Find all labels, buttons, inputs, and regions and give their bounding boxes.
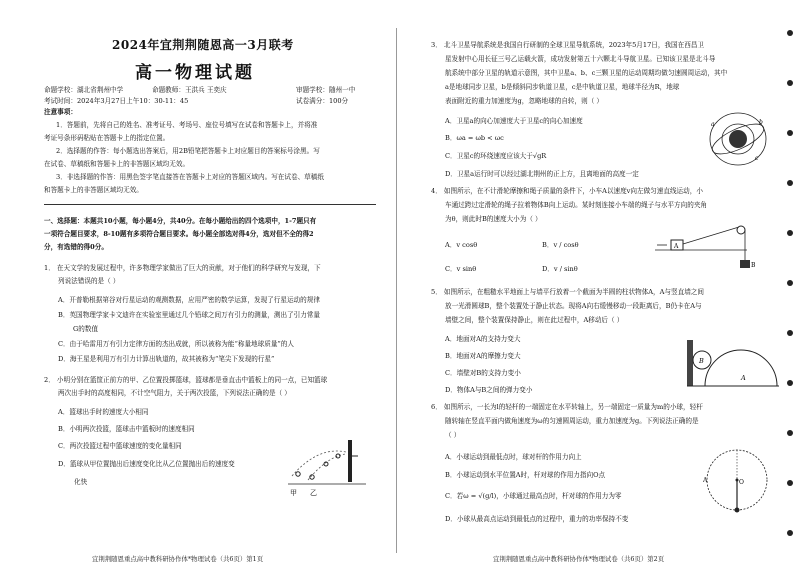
page-footer: 宜荆荆随恩重点高中教科研协作体*物理试卷（共6页）第1页 [92, 555, 264, 563]
q6-option-c: C．若ω = √(g/l)，小球通过最高点时，杆对球的作用力为零 [445, 492, 622, 500]
note-line: 考证号条形码粘贴在答题卡上的指定位置。 [44, 134, 170, 142]
rotating-rod-figure [703, 440, 771, 520]
note-line: 在试卷、草稿纸和答题卡上的非答题区域均无效。 [44, 160, 190, 168]
q4-option-d: D．v / sinθ [542, 265, 578, 273]
q5-stem: 5． 如图所示，在粗糙水平地面上与墙平行放着一个截面为半圆的柱状物体A，A与竖直墙之间 [431, 288, 704, 296]
page-footer: 宜荆荆随恩重点高中教科研协作体*物理试卷（共6页）第2页 [493, 555, 665, 563]
exam-time: 考试时间：2024年3月27日上午10：30-11：45 [44, 97, 189, 105]
svg-text:c: c [755, 155, 759, 162]
figure-label: B [699, 357, 704, 365]
figure-label: A [741, 374, 746, 382]
q2-option-c: C．两次投篮过程中篮球速度的变化量相同 [58, 442, 182, 450]
svg-text:b: b [759, 119, 763, 126]
q1-option-b-cont: G的数值 [73, 325, 99, 333]
note-line: 1．答题前，先将自己的姓名、准考证号、考场号、座位号填写在试卷和答题卡上，并将准 [56, 121, 318, 129]
note-line: 2．选择题的作答：每小题选出答案后，用2B铅笔把答题卡上对应题目的答案标号涂黑。写 [56, 147, 320, 155]
q1-option-c: C．由于哈雷用万有引力定律方面的杰出成就，所以被称为能“称量地球质量”的人 [58, 340, 294, 348]
figure-label: B [751, 262, 756, 269]
basketball-figure [288, 436, 368, 498]
q3-stem: 3． 北斗卫星导航系统是我国自行研制的全球卫星导航系统，2023年5月17日，我国在西昌卫 [431, 41, 705, 49]
satellite-orbit-figure [707, 110, 769, 168]
figure-label: A [674, 243, 679, 250]
exam-name: 2024年宜荆荆随恩高一3月联考 [112, 38, 294, 52]
q1-option-a: A．开普勒根据第谷对行星运动的观测数据，应用严密的数学运算，发现了行星运动的规律 [58, 296, 320, 304]
q2-stem: 2． 小明分别在篮筐正前方的甲、乙位置投掷篮球，篮球都是垂直击中篮板上的同一点，已知篮球 [44, 376, 328, 384]
q3-stem: 航系统中部分卫星的轨道示意图，其中卫星a、b、c三颗卫星的运动周期均做匀速圆周运动，其中 [445, 69, 728, 77]
figure-label: 乙 [310, 489, 317, 497]
q5-option-a: A．地面对A的支持力变大 [445, 335, 521, 343]
proposing-school: 命题学校：湖北省荆州中学 [44, 86, 124, 94]
total-score: 试卷满分：100分 [296, 97, 349, 105]
q6-stem: 随转轴在竖直平面内做角速度为ω的匀速圆周运动，重力加速度为g。下列说法正确的是 [445, 417, 699, 425]
q4-stem: 4． 如图所示，在不计滑轮摩擦和绳子质量的条件下，小车A以速度v向左做匀速直线运动，小 [431, 187, 703, 195]
proposers: 命题教师：王洪兵 王奕庆 [152, 86, 227, 94]
q5-option-d: D．物体A与B之间的弹力变小 [445, 386, 533, 394]
q6-option-a: A．小球运动到最低点时，球对杆的作用力向上 [445, 453, 582, 461]
q4-option-b: B．v / cosθ [542, 241, 579, 249]
q1-option-d: D．海王星是利用万有引力计算出轨道的，故其被称为“笔尖下发现的行星” [58, 355, 275, 363]
note-line: 3．非选择题的作答：用黑色签字笔直接答在答题卡上对应的答题区域内。写在试卷、草稿纸 [56, 173, 324, 181]
q3-stem: 表面附近的重力加速度为g，忽略地球的自转，则（ ） [445, 97, 603, 105]
section-title-line: 分，有选错的得0分。 [44, 243, 108, 251]
q3-option-a: A．卫星a的向心加速度大于卫星c的向心加速度 [445, 117, 583, 125]
section-title-line: 一、选择题：本题共10小题，每小题4分，共40分。在每小题给出的四个选项中，1-7题只有 [44, 217, 317, 225]
figure-label: 甲 [290, 489, 297, 497]
q4-option-c: C．v sinθ [445, 265, 477, 273]
q3-option-d: D．卫星a运行时可以经过湖北荆州的正上方，且离地面的高度一定 [445, 170, 639, 178]
svg-text:a: a [711, 121, 715, 128]
q3-option-b: B．ωa = ωb < ωc [445, 134, 504, 142]
q2-option-b: B．小明两次投篮，篮球击中篮板时的速度相同 [58, 425, 195, 433]
q1-stem: 列说法错误的是（ ） [58, 277, 120, 285]
figure-label: O [739, 479, 744, 486]
q4-stem: 车通过跨过定滑轮的绳子拉着物体B向上运动。某时刻连接小车端的绳子与水平方向的夹角 [445, 201, 707, 209]
q1-stem: 1． 在天文学的发展过程中，许多物理学家做出了巨大的贡献，对于他们的科学研究与发现，下 [44, 264, 321, 272]
q1-option-b: B．英国物理学家卡文迪许在实验室里通过几个铅球之间万有引力的测量，测出了引力常量 [58, 311, 320, 319]
q3-stem: 星发射中心用长征三号乙运载火箭，成功发射第五十六颗北斗导航卫星。已知该卫星是北斗导 [445, 55, 716, 63]
subject-title: 高一物理试题 [135, 63, 255, 83]
q6-option-d: D．小球从最高点运动到最低点的过程中，重力的功率保持不变 [445, 515, 629, 523]
figure-label: A [703, 477, 708, 484]
q6-stem: 6． 如图所示，一长为l的轻杆的一端固定在水平转轴上，另一端固定一质量为m的小球，轻杆 [431, 403, 703, 411]
q5-option-c: C．墙壁对B的支持力变小 [445, 369, 521, 377]
wall-hemisphere-figure [685, 338, 781, 390]
q2-option-d-cont: 化快 [74, 478, 88, 486]
q2-option-a: A．篮球出手时的速度大小相同 [58, 408, 149, 416]
q6-stem: （ ） [445, 431, 461, 439]
q4-stem: 为θ，则此时B的速度大小为（ ） [445, 215, 542, 223]
q4-option-a: A．v cosθ [445, 241, 478, 249]
q2-stem: 两次出手时的高度相同，不计空气阻力，关于两次投篮，下列说法正确的是（ ） [58, 389, 291, 397]
section-divider [44, 204, 376, 205]
q3-option-c: C．卫星c的环绕速度应该大于√gR [445, 152, 547, 160]
note-line: 和答题卡上的非答题区域均无效。 [44, 186, 143, 194]
page-2 [397, 0, 794, 586]
q3-stem: a是地球同步卫星，b是倾斜同步轨道卫星，c是中轨道卫星，地球半径为R，地球 [445, 83, 680, 91]
binding-holes [786, 0, 794, 586]
q6-option-b: B．小球运动到水平位置A时，杆对球的作用力指向O点 [445, 471, 606, 479]
pulley-figure [651, 222, 761, 272]
q2-option-d: D．篮球从甲位置抛出后速度变化比从乙位置抛出后的速度变 [58, 460, 235, 468]
reviewing-school: 审题学校：随州一中 [296, 86, 356, 94]
q5-stem: 墙壁之间，整个装置保持静止，则在此过程中，A移动后（ ） [445, 316, 624, 324]
q5-option-b: B．地面对A的摩擦力变大 [445, 352, 521, 360]
section-title-line: 一项符合题目要求，8-10题有多项符合题目要求。每小题全部选对得4分，选对但不全的得2 [44, 230, 314, 238]
q5-stem: 放一光滑圆球B，整个装置处于静止状态。现将A向右缓慢移动一段距离后，B仍卡在A与 [445, 302, 702, 310]
notes-title: 注意事项： [44, 108, 77, 116]
